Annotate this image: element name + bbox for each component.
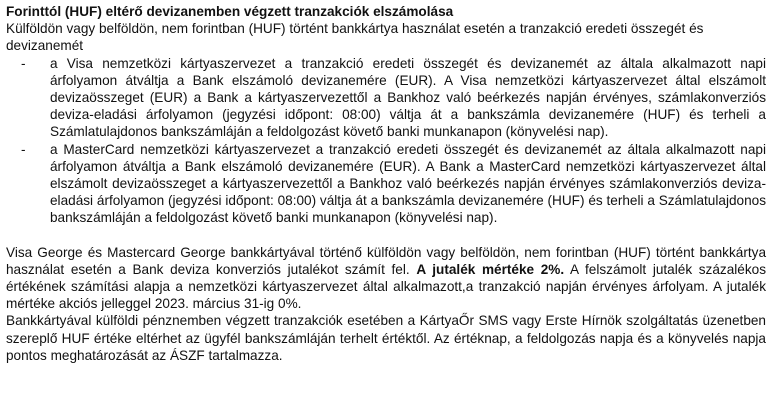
bullet-list	[6, 55, 766, 227]
commission-text-after: A felszámolt jutalék százalékos értékének számítási alapja a nemzetközi kártyaszervezet által alkalmazott,a tranzakció napján érvényes árfolyam. A jutalék mértéke akciós jelleggel 2023. március 31-ig 0%.	[6, 261, 766, 312]
paragraph-spacer	[6, 227, 766, 244]
list-item-visa	[6, 55, 766, 141]
commission-rate-text: A jutalék mértéke 2%.	[416, 261, 565, 277]
section-heading: Forinttól (HUF) eltérő devizanemben végzett tranzakciók elszámolása	[6, 4, 454, 19]
commission-text-before: Visa George és Mastercard George bankkártyával történő külföldön vagy belföldön, nem forintban (HUF) történt bankkártya használat esetén a Bank deviza konverziós jutalékot számít fel.	[6, 244, 766, 277]
list-item-text: a MasterCard nemzetközi kártyaszervezet a tranzakció eredeti összegét és devizanemét az általa alkalmazott napi árfolyamon átváltja a Bank elszámoló devizanemére (EUR). A Bank a MasterCard nemzetközi kártyaszervezet által elszámolt devizaösszeget a kártyaszervezettől a Bankhoz való beérkezés napján érvényes számlakonverziós deviza-eladási árfolyamon (jegyzési időpont: 08:00) váltja át a bankszámla devizanemére (HUF) és terheli a Számlatulajdonos bankszámláján a feldolgozást követő banki munkanapon (könyvelési nap).	[50, 141, 766, 226]
list-item-mastercard	[6, 141, 766, 227]
intro-text: Külföldön vagy belföldön, nem forintban (HUF) történt bankkártya használat esetén a tranzakció eredeti összegét és devizanemét	[6, 21, 704, 54]
bullet-dash: -	[21, 141, 26, 157]
list-item-text: a Visa nemzetközi kártyaszervezet a tranzakció eredeti összegét és devizanemét az általa alkalmazott napi árfolyamon átváltja a Bank elszámoló devizanemére (EUR). A Visa nemzetközi kártyaszervezet által elszámolt devizaösszeget (EUR) a Bank a kártyaszervezettől a Bankhoz való beérkezés napján érvényes, számlakonverziós deviza-eladási árfolyamon (jegyzési időpont: 08:00) váltja át a bankszámla devizanemére (HUF) és terheli a Számlatulajdonos bankszámláján a feldolgozást követő banki munkanapon (könyvelési nap).	[50, 55, 766, 140]
bullet-dash: -	[21, 55, 26, 71]
sms-notice-paragraph: Bankkártyával külföldi pénznemben végzett tranzakciók esetében a KártyaŐr SMS vagy Erste Hírnök szolgáltatás üzenetben szereplő HUF értéke eltérhet az ügyfél bankszámláján terhelt értéktől. Az értéknap, a feldolgozás napja és a könyvelés napja pontos meghatározását az ÁSZF tartalmazza.	[6, 313, 766, 363]
commission-paragraph	[6, 244, 766, 313]
